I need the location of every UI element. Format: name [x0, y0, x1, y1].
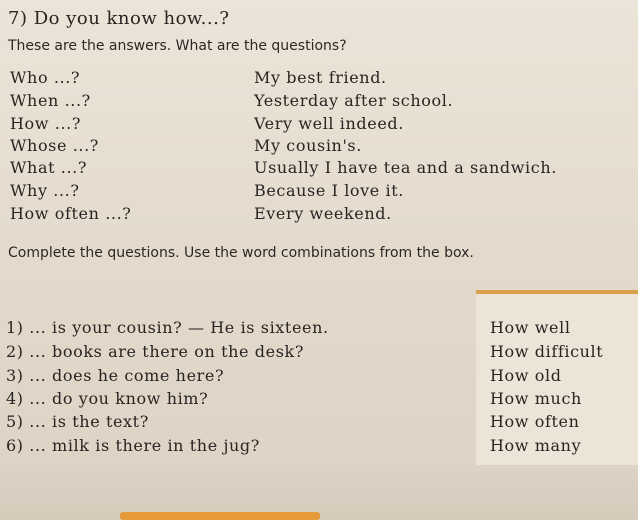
- question-stem: Why ...?: [10, 181, 80, 200]
- answer-text: Very well indeed.: [254, 114, 404, 133]
- question-stem: What ...?: [10, 158, 88, 177]
- qa-row: [10, 158, 630, 180]
- qa-row: [10, 91, 630, 113]
- question-stem: How often ...?: [10, 204, 132, 223]
- question-stem: How ...?: [10, 114, 82, 133]
- complete-item: 6) ... milk is there in the jug?: [6, 436, 260, 455]
- complete-item: 5) ... is the text?: [6, 412, 149, 431]
- qa-row: [10, 204, 630, 226]
- word-box-item: How many: [490, 436, 582, 455]
- word-box: [476, 290, 638, 465]
- word-box-item: How often: [490, 412, 580, 431]
- qa-row: [10, 136, 630, 158]
- question-stem: Whose ...?: [10, 136, 99, 155]
- orange-heading-fragment: [120, 512, 320, 520]
- complete-item: 1) ... is your cousin? — He is sixteen.: [6, 318, 329, 337]
- answer-text: Usually I have tea and a sandwich.: [254, 158, 557, 177]
- question-stem: When ...?: [10, 91, 91, 110]
- complete-item: 3) ... does he come here?: [6, 366, 225, 385]
- word-box-item: How much: [490, 389, 582, 408]
- answer-text: Every weekend.: [254, 204, 392, 223]
- complete-instruction: Complete the questions. Use the word combinations from the box.: [8, 245, 474, 261]
- complete-item: 4) ... do you know him?: [6, 389, 209, 408]
- answer-text: My best friend.: [254, 68, 387, 87]
- word-box-item: How old: [490, 366, 562, 385]
- answer-text: My cousin's.: [254, 136, 362, 155]
- qa-row: [10, 181, 630, 203]
- qa-row: [10, 114, 630, 136]
- exercise-title: 7) Do you know how...?: [8, 8, 230, 29]
- exercise-instruction: These are the answers. What are the questions?: [8, 38, 347, 54]
- answer-text: Yesterday after school.: [254, 91, 454, 110]
- question-stem: Who ...?: [10, 68, 81, 87]
- word-box-item: How well: [490, 318, 571, 337]
- complete-item: 2) ... books are there on the desk?: [6, 342, 305, 361]
- word-box-item: How difficult: [490, 342, 604, 361]
- qa-row: [10, 68, 630, 90]
- answer-text: Because I love it.: [254, 181, 404, 200]
